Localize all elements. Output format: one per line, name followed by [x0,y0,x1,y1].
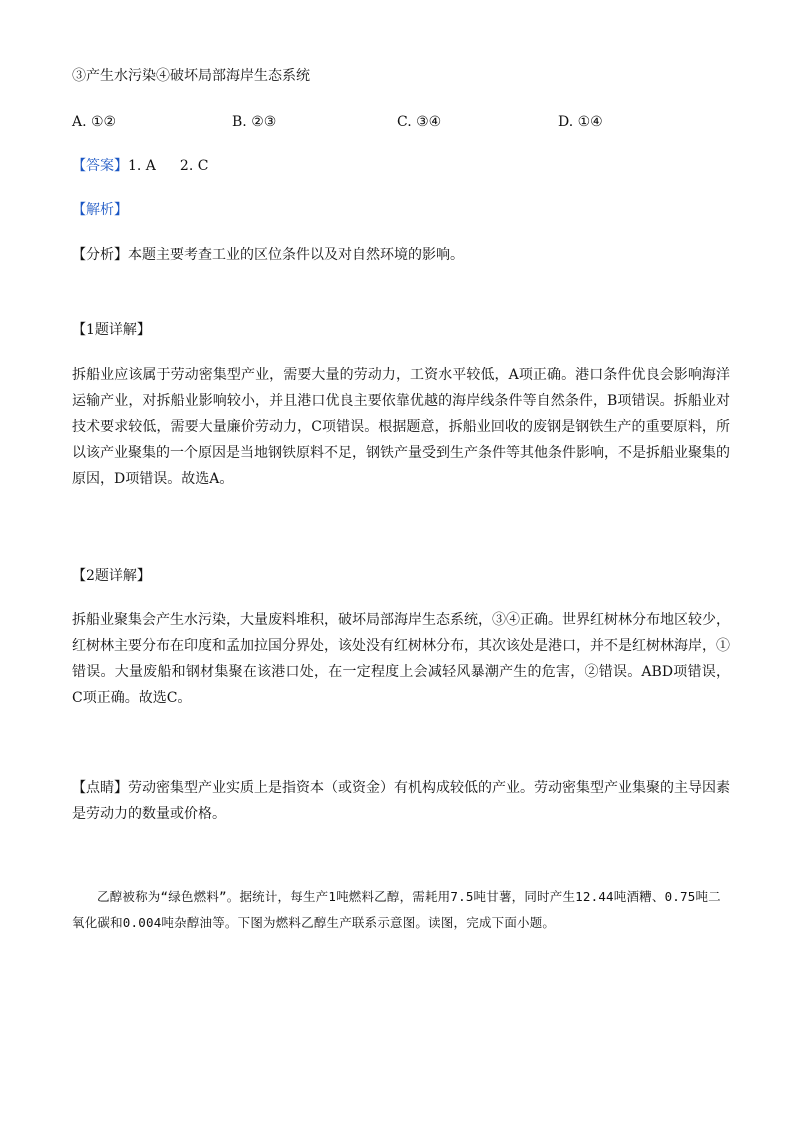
q1-explanation: 拆船业应该属于劳动密集型产业，需要大量的劳动力，工资水平较低，A项正确。港口条件优良会影响海洋运输产业，对拆船业影响较小，并且港口优良主要依靠优越的海岸线条件等自然条件，B项错误。拆船业对技术要求较低，需要大量廉价劳动力，C项错误。根据题意，拆船业回收的废钢是钢铁生产的重要原料，所以该产业聚集的一个原因是当地钢铁原料不足，钢铁产量受到生产条件等其他条件影响，不是拆船业聚集的原因，D项错误。故选A。 [72,367,730,487]
q2-heading: 【2题详解】 [72,568,151,584]
answer-tag: 【答案】 [72,158,128,174]
fenxi-text: 本题主要考查工业的区位条件以及对自然环境的影响。 [128,247,464,263]
option-a: A. ①② [72,114,117,130]
q1-heading: 【1题详解】 [72,322,151,338]
key-point [72,775,730,827]
answer-1: 1. A [128,158,156,174]
option-c: C. ③④ [397,114,442,130]
fenxi-tag: 【分析】 [72,247,128,263]
analysis-summary [72,245,464,265]
answer-options [72,112,722,132]
analysis-tag: 【解析】 [72,202,128,218]
next-question-intro: 乙醇被称为“绿色燃料”。据统计，每生产1吨燃料乙醇，需耗用7.5吨甘薯，同时产生12.44吨酒糟、0.75吨二氧化碳和0.004吨杂醇油等。下图为燃料乙醇生产联系示意图。读图，完成下面小题。 [72,889,721,930]
q2-explanation: 拆船业聚集会产生水污染，大量废料堆积，破坏局部海岸生态系统，③④正确。世界红树林分布地区较少，红树林主要分布在印度和孟加拉国分界处，该处没有红树林分布，其次该处是港口，并不是红树林海岸，①错误。大量废船和钢材集聚在该港口处，在一定程度上会减轻风暴潮产生的危害，②错误。ABD项错误，C项正确。故选C。 [72,612,730,706]
option-b: B. ②③ [232,114,277,130]
question-continuation: ③产生水污染④破坏局部海岸生态系统 [72,68,310,84]
dianjing-tag: 【点睛】 [72,780,128,796]
dianjing-text: 劳动密集型产业实质上是指资本（或资金）有机构成较低的产业。劳动密集型产业集聚的主导因素是劳动力的数量或价格。 [72,780,730,822]
option-d: D. ①④ [558,114,603,130]
answer-2: 2. C [179,158,209,174]
answer-line [72,156,208,176]
